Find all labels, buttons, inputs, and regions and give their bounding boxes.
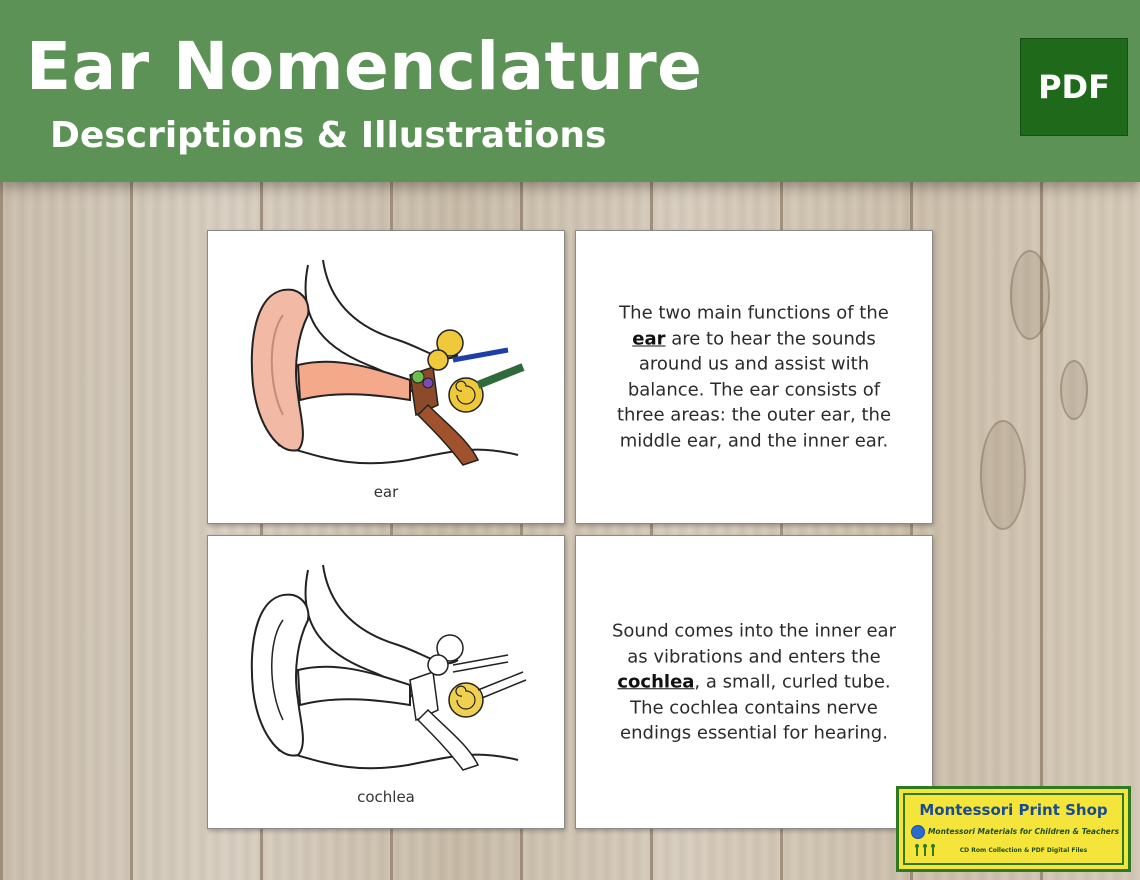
colored-ear-anatomy-illustration <box>238 255 538 480</box>
page-title: Ear Nomenclature <box>26 28 703 105</box>
pdf-badge: PDF <box>1020 38 1128 136</box>
ear-description-after: are to hear the sounds around us and assist with balance. The ear consists of three areas: the outer ear, the middle ear, and the inner ear. <box>616 328 892 451</box>
header-banner <box>0 0 1140 182</box>
cochlea-term: cochlea <box>617 671 695 693</box>
cochlea-description-before: Sound comes into the inner ear as vibrations and enters the <box>611 620 896 667</box>
montessori-print-shop-logo <box>896 786 1131 872</box>
ear-term: ear <box>632 328 666 349</box>
card-ear-picture <box>207 230 565 524</box>
globe-icon <box>911 825 925 839</box>
cochlea-description-after: , a small, curled tube. The cochlea contains nerve endings essential for hearing. <box>620 671 891 744</box>
ear-description-text <box>606 301 902 454</box>
logo-tagline: Montessori Materials for Children & Teachers <box>927 827 1120 836</box>
ear-description-before: The two main functions of the <box>619 302 889 324</box>
card-cochlea-description <box>575 535 933 829</box>
logo-subline: CD Rom Collection & PDF Digital Files <box>959 847 1088 854</box>
page-subtitle: Descriptions & Illustrations <box>50 115 607 156</box>
logo-title: Montessori Print Shop <box>919 801 1108 819</box>
cochlea-description-text <box>606 618 902 746</box>
wood-knot <box>1010 250 1050 340</box>
card-cochlea-picture <box>207 535 565 829</box>
logo-frame <box>903 793 1124 865</box>
ear-anatomy-cochlea-highlighted-illustration <box>238 560 538 785</box>
card-label-ear: ear <box>373 483 399 501</box>
card-ear-description <box>575 230 933 524</box>
card-label-cochlea: cochlea <box>357 788 415 806</box>
wood-knot <box>980 420 1026 530</box>
wood-knot <box>1060 360 1088 420</box>
